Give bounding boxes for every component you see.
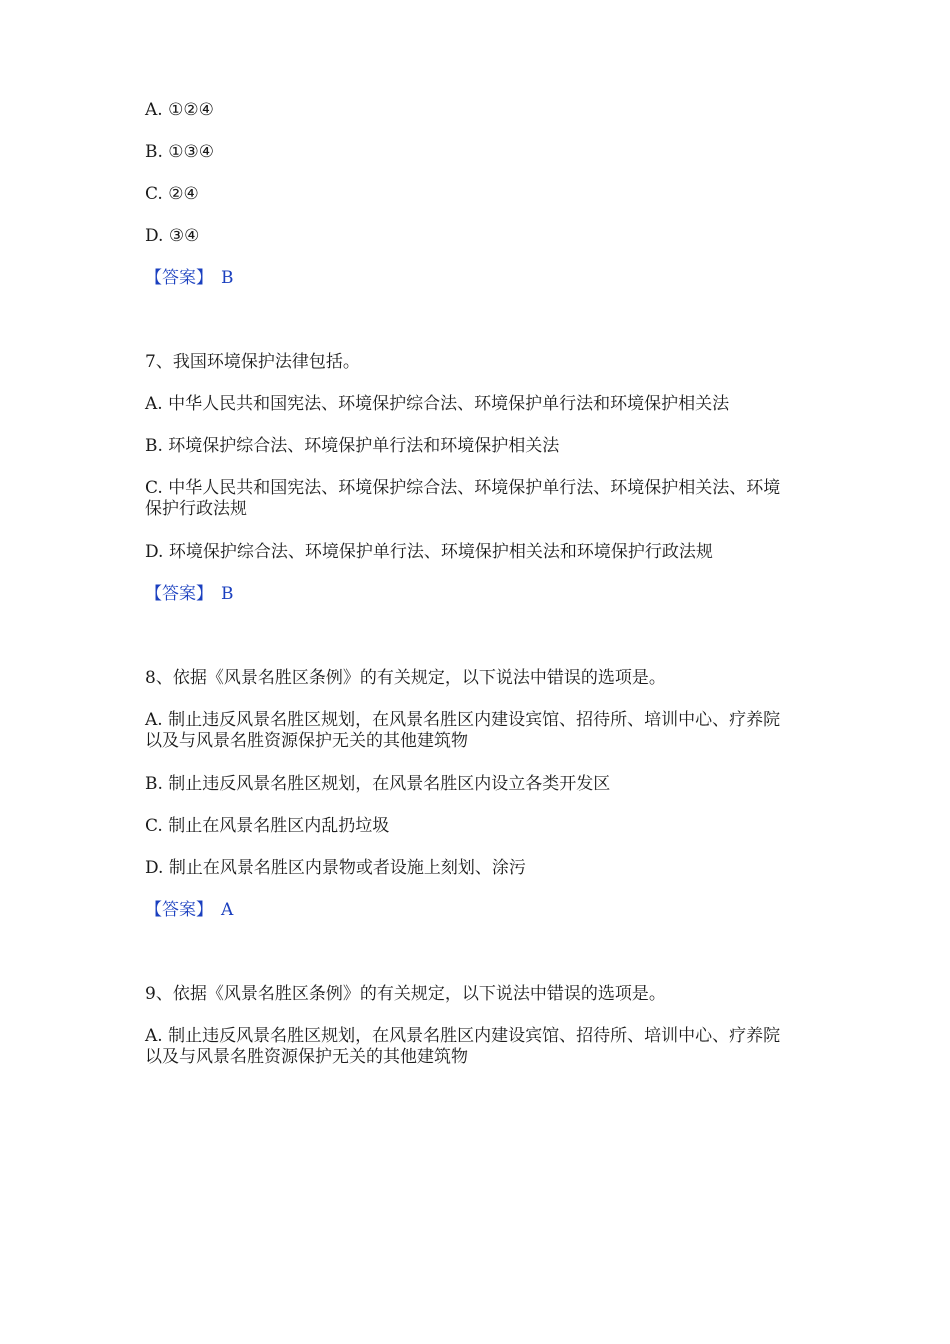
q6-answer [145, 268, 815, 289]
q6-option-d: D. ③④ [145, 226, 200, 246]
q8-answer [145, 900, 815, 921]
q7-option-d: D. 环境保护综合法、环境保护单行法、环境保护相关法和环境保护行政法规 [145, 542, 713, 562]
q6-answer-value: B [221, 268, 234, 288]
q6-option-b: B. ①③④ [145, 142, 215, 162]
q8-option-a: A. 制止违反风景名胜区规划，在风景名胜区内建设宾馆、招待所、培训中心、疗养院以及与风景名胜资源保护无关的其他建筑物 [145, 710, 781, 751]
q7-answer-value: B [221, 584, 234, 604]
q8-option-d: D. 制止在风景名胜区内景物或者设施上刻划、涂污 [145, 858, 526, 878]
q6-option-c: C. ②④ [145, 184, 199, 204]
q6-answer-label: 【答案】 [145, 268, 213, 288]
q9-option-a: A. 制止违反风景名胜区规划，在风景名胜区内建设宾馆、招待所、培训中心、疗养院以及与风景名胜资源保护无关的其他建筑物 [145, 1026, 781, 1067]
q7-answer-label: 【答案】 [145, 584, 213, 604]
q9-question: 9、依据《风景名胜区条例》的有关规定，以下说法中错误的选项是。 [145, 984, 666, 1004]
q8-answer-value: A [221, 900, 234, 920]
q7-option-c: C. 中华人民共和国宪法、环境保护综合法、环境保护单行法、环境保护相关法、环境保护行政法规 [145, 478, 781, 519]
q7-option-b: B. 环境保护综合法、环境保护单行法和环境保护相关法 [145, 436, 560, 456]
q7-answer [145, 584, 815, 605]
q6-option-a: A. ①②④ [145, 100, 214, 120]
q8-answer-label: 【答案】 [145, 900, 213, 920]
q7-option-a: A. 中华人民共和国宪法、环境保护综合法、环境保护单行法和环境保护相关法 [145, 394, 730, 414]
q7-question: 7、我国环境保护法律包括。 [145, 352, 360, 372]
q8-option-c: C. 制止在风景名胜区内乱扔垃圾 [145, 816, 390, 836]
q8-option-b: B. 制止违反风景名胜区规划，在风景名胜区内设立各类开发区 [145, 774, 611, 794]
q8-question: 8、依据《风景名胜区条例》的有关规定，以下说法中错误的选项是。 [145, 668, 666, 688]
